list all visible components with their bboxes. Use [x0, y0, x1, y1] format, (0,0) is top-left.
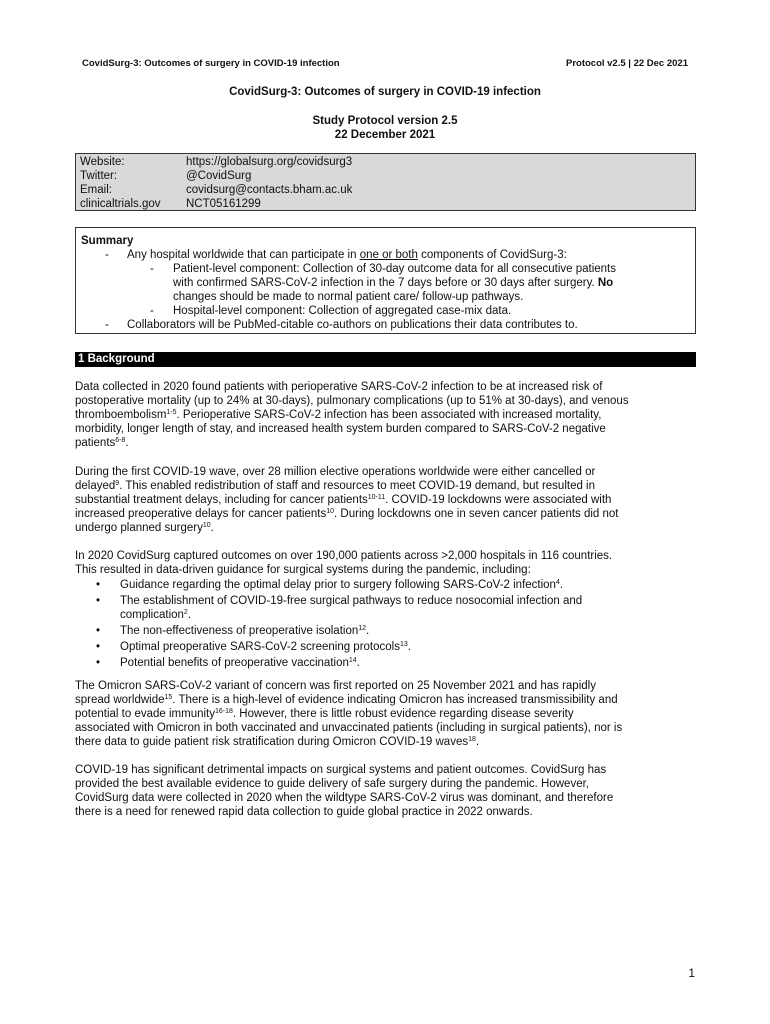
summary-subitem: - Hospital-level component: Collection of aggregated case-mix data.: [150, 305, 512, 317]
info-key: Website:: [80, 156, 125, 168]
document-title: CovidSurg-3: Outcomes of surgery in COVID-19 infection: [229, 86, 541, 98]
protocol-date: 22 December 2021: [334, 129, 436, 141]
paragraph-2: During the first COVID-19 wave, over 28 million elective operations worldwide were either cancelled or delayed$^9$. This enabled redistribution of staff and resources to meet COVID-19 demand, but resulted in substantial treatment delays, including for cancer patients$^{10-11}$. COVID-19 lockdowns were associated with increased preoperative delays for cancer patients$^{10}$. During lockdowns one in seven cancer patients did not undergo planned surgery$^{10}$.: [75, 466, 619, 534]
list-item: • Potential benefits of preoperative vaccination$^{14}$.: [96, 657, 360, 669]
list-item: • Guidance regarding the optimal delay prior to surgery following SARS-CoV-2 infection$^4$.: [96, 579, 564, 591]
list-item: • Optimal preoperative SARS-CoV-2 screening protocols$^{13}$.: [96, 641, 411, 653]
page-number: 1: [688, 966, 695, 980]
info-key: clinicaltrials.gov: [80, 198, 161, 210]
info-key: Email:: [80, 184, 112, 196]
info-row-website: [80, 155, 691, 169]
email-address: covidsurg@contacts.bham.ac.uk: [186, 184, 353, 196]
paragraph-5: COVID-19 has significant detrimental impacts on surgical systems and patient outcomes. CovidSurg has provided the best available evidence to guide delivery of safe surgery during the pandemic. However, CovidSurg data were collected in 2020 when the wildtype SARS-CoV-2 virus was dominant, and therefore there is a need for renewed rapid data collection to guide global practice in 2022 onwards.: [75, 764, 614, 818]
underlined-text: one or both: [359, 249, 418, 261]
trial-id: NCT05161299: [186, 198, 261, 210]
summary-subitem: - Patient-level component: Collection of 30-day outcome data for all consecutive patients with confirmed SARS-CoV-2 infection in the 7 days before or 30 days after surgery. No changes should be made to normal patient care/ follow-up pathways.: [150, 263, 617, 303]
contact-info-box: [75, 153, 696, 211]
protocol-version: Study Protocol version 2.5: [312, 115, 458, 127]
website-link[interactable]: https://globalsurg.org/covidsurg3: [186, 156, 353, 168]
running-header-left: CovidSurg-3: Outcomes of surgery in COVID-19 infection: [82, 58, 340, 69]
summary-item: - Collaborators will be PubMed-citable co-authors on publications their data contributes to.: [105, 319, 578, 331]
info-row-clinicaltrials: [80, 197, 691, 211]
document-subtitle: [0, 114, 770, 142]
twitter-handle: @CovidSurg: [186, 170, 252, 182]
paragraph-1: Data collected in 2020 found patients with perioperative SARS-CoV-2 infection to be at increased risk of postoperative mortality (up to 24% at 30-days), pulmonary complications (up to 51% at 30-days), and venous thromboembolism$^{1-5}$. Perioperative SARS-CoV-2 infection has been associated with increased mortality, morbidity, longer length of stay, and increased health system burden compared to SARS-CoV-2 negative patients$^{6-8}$.: [75, 381, 629, 449]
list-item: • The establishment of COVID-19-free surgical pathways to reduce nosocomial infection and complication$^2$.: [96, 595, 583, 621]
summary-title: Summary: [81, 235, 134, 247]
running-header-right: Protocol v2.5 | 22 Dec 2021: [565, 58, 688, 69]
section-heading: 1 Background: [75, 352, 696, 367]
info-key: Twitter:: [80, 170, 118, 182]
paragraph-4: The Omicron SARS-CoV-2 variant of concern was first reported on 25 November 2021 and has rapidly spread worldwide$^{15}$. There is a high-level of evidence indicating Omicron has increased transmissibility and potential to evade immunity$^{16-18}$. However, there is little robust evidence regarding disease severity associated with Omicron in both vaccinated and unvaccinated patients (including in surgical patients), nor is there data to guide patient risk stratification during Omicron COVID-19 waves$^{18}$.: [75, 680, 623, 748]
list-item: • The non-effectiveness of preoperative isolation$^{12}$.: [96, 625, 370, 637]
paragraph-3: In 2020 CovidSurg captured outcomes on over 190,000 patients across >2,000 hospitals in 116 countries. This resulted in data-driven guidance for surgical systems during the pandemic, including: • Guidance regarding the optimal delay prior to surgery following SARS-CoV-2 infection$^4$. • The establishment of COVID-19-free surgical pathways to reduce nosocomial infection and complication$^2$. • The non-effectiveness of preoperative isolation$^{12}$. • Optimal preoperative SARS-CoV-2 screening protocols$^{13}$. • Potential benefits of preoperative vaccination$^{14}$.: [75, 549, 696, 670]
info-row-email: [80, 183, 691, 197]
summary-box: [75, 227, 696, 334]
info-row-twitter: [80, 169, 691, 183]
summary-item: - Any hospital worldwide that can participate in one or both components of CovidSurg-3:: [105, 249, 567, 261]
